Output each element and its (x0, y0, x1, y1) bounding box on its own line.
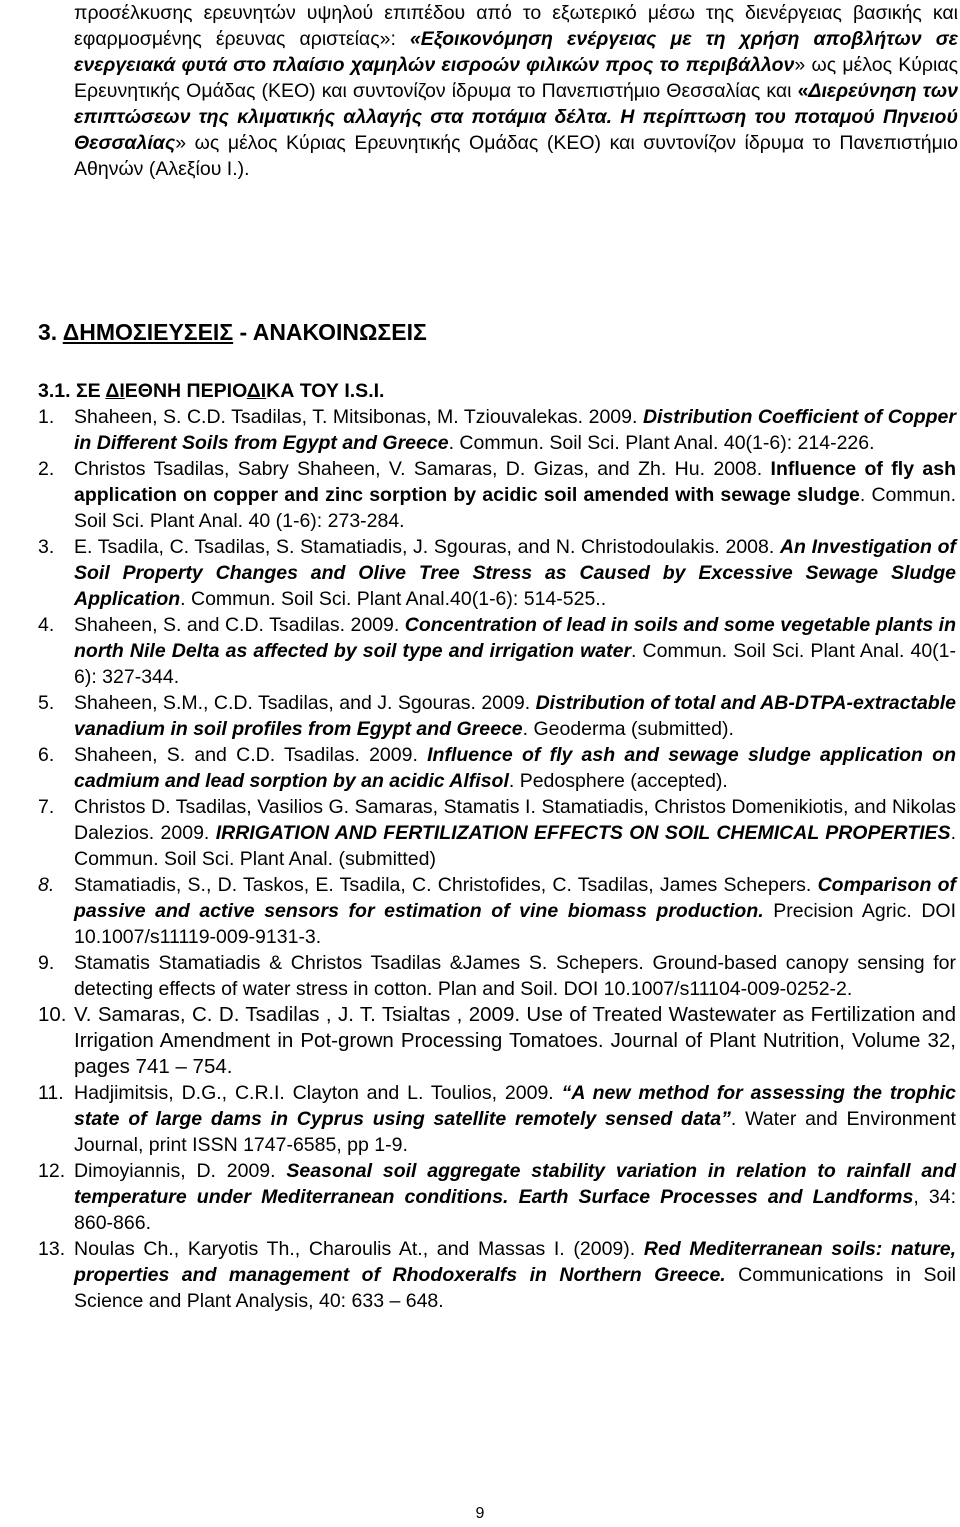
intro-line-1: προσέλκυσης ερευνητών υψηλού επιπέδου από το εξωτερικό μέσω της διενέργειας βασικής και εφαρμοσμένης έρευνας αριστείας»: (74, 2, 958, 50)
reference-number: 13. (38, 1238, 66, 1260)
reference-title: Distribution of total and AB-DTPA-extractable vanadium in soil profiles from Egypt and Greece (74, 692, 956, 740)
reference-source: . Water and Environment Journal, print ISSN 1747-6585, pp 1-9. (74, 1108, 956, 1156)
section-number: 3. (38, 319, 63, 345)
quote-open: « (797, 80, 809, 102)
reference-authors: Christos D. Tsadilas, Vasilios G. Samaras, Stamatis I. Stamatiadis, Christos Domenikiotis, and Nikolas Dalezios. 2009. (74, 796, 956, 844)
subsection-underlined-2: ΔΙ (246, 380, 267, 402)
reference-authors: Shaheen, S. C.D. Tsadilas, T. Mitsibonas, M. Tziouvalekas. 2009. (74, 406, 643, 428)
reference-item (0, 1080, 958, 1158)
reference-number: 1. (38, 406, 55, 428)
reference-number: 9. (38, 952, 55, 974)
reference-authors: E. Tsadila, C. Tsadilas, S. Stamatiadis, J. Sgouras, and N. Christodoulakis. 2008. (74, 536, 780, 558)
reference-number: 8. (38, 874, 55, 896)
reference-item (0, 742, 958, 794)
reference-source: . Commun. Soil Sci. Plant Anal. 40(1-6): 214-226. (448, 432, 875, 454)
project-title-2: Διερεύνηση των επιπτώσεων της κλιματικής αλλαγής στα ποτάμια δέλτα. Η περίπτωση του ποταμού Πηνειού Θεσσαλίας (74, 80, 958, 154)
page-number: 9 (475, 1505, 485, 1522)
subsection-pre: 3.1. ΣΕ (38, 380, 106, 402)
subsection-mid: ΕΘΝΗ ΠΕΡΙΟ (124, 380, 247, 402)
reference-list (0, 404, 958, 1314)
reference-item (0, 690, 958, 742)
reference-title: Influence of fly ash and sewage sludge application on cadmium and lead sorption by an acidic Alfisol (74, 744, 957, 792)
reference-source: . Commun. Soil Sci. Plant Anal.40(1-6): 514-525.. (180, 588, 607, 610)
reference-number: 7. (38, 796, 55, 818)
reference-number: 6. (38, 744, 55, 766)
reference-title: Comparison of passive and active sensors for estimation of vine biomass production. (74, 874, 957, 922)
reference-number: 10. (38, 1003, 67, 1026)
reference-authors: Noulas Ch., Karyotis Th., Charoulis At., and Massas I. (2009). (74, 1238, 644, 1260)
reference-item (0, 794, 958, 872)
reference-item (0, 1236, 958, 1314)
reference-item (0, 456, 958, 534)
reference-title: Influence of fly ash application on copper and zinc sorption by acidic soil amended with sewage sludge (74, 458, 957, 506)
reference-number: 4. (38, 614, 55, 636)
reference-authors: Hadjimitsis, D.G., C.R.I. Clayton and L. Toulios, 2009. (74, 1082, 562, 1104)
reference-number: 5. (38, 692, 55, 714)
reference-item (0, 534, 958, 612)
reference-authors: Christos Tsadilas, Sabry Shaheen, V. Samaras, D. Gizas, and Zh. Hu. 2008. (74, 458, 771, 480)
reference-item (0, 612, 958, 690)
reference-authors: Shaheen, S. and C.D. Tsadilas. 2009. (74, 744, 428, 766)
reference-title: Concentration of lead in soils and some vegetable plants in north Nile Delta as affected by soil type and irrigation water (74, 614, 957, 662)
reference-source: . Commun. Soil Sci. Plant Anal. (submitted) (74, 822, 956, 870)
reference-title: Distribution Coefficient of Copper in Different Soils from Egypt and Greece (74, 406, 956, 454)
reference-item (0, 1158, 958, 1236)
reference-authors: Dimoyiannis, D. 2009. (74, 1160, 287, 1182)
subsection-heading (38, 378, 384, 404)
reference-source: , 34: 860-866. (74, 1186, 956, 1234)
subsection-underlined-1: ΔΙ (105, 380, 125, 402)
reference-source: Communications in Soil Science and Plant Analysis, 40: 633 – 648. (74, 1264, 956, 1312)
reference-source: . Pedosphere (accepted). (508, 770, 728, 792)
reference-source: . Commun. Soil Sci. Plant Anal. 40(1-6): 327-344. (74, 640, 956, 688)
reference-authors: Shaheen, S. and C.D. Tsadilas. 2009. (74, 614, 405, 636)
reference-number: 11. (38, 1082, 64, 1104)
reference-source: . Geoderma (submitted). (522, 718, 734, 740)
section-heading (38, 317, 427, 347)
reference-text: V. Samaras, C. D. Tsadilas , J. T. Tsialtas , 2009. Use of Treated Wastewater as Fertilization and Irrigation Amendment in Pot-grown Processing Tomatoes. Journal of Plant Nutrition, Volume 32, pages 741 – 754. (74, 1003, 956, 1078)
reference-item (0, 1002, 958, 1080)
reference-number: 2. (38, 458, 55, 480)
reference-title: Seasonal soil aggregate stability variation in relation to rainfall and temperature under Mediterranean conditions. Earth Surface Processes and Landforms (74, 1160, 957, 1208)
subsection-post: ΚΑ ΤΟΥ I.S.I. (266, 380, 385, 402)
reference-item (0, 404, 958, 456)
reference-source: Precision Agric. DOI 10.1007/s11119-009-9131-3. (74, 900, 956, 948)
intro-line-3: » ως μέλος Κύριας Ερευνητικής Ομάδας (ΚΕΟ) και συντονίζον ίδρυμα το Πανεπιστήμιο Αθηνών (Αλεξίου Ι.). (74, 132, 958, 180)
reference-title: An Investigation of Soil Property Changes and Olive Tree Stress as Caused by Excessive Sewage Sludge Application (74, 536, 957, 610)
reference-authors: Shaheen, S.M., C.D. Tsadilas, and J. Sgouras. 2009. (74, 692, 536, 714)
reference-source: . Commun. Soil Sci. Plant Anal. 40 (1-6): 273-284. (74, 484, 956, 532)
intro-line-2: » ως μέλος Κύριας Ερευνητικής Ομάδας (ΚΕΟ) και συντονίζον ίδρυμα το Πανεπιστήμιο Θεσσαλίας και (74, 54, 958, 102)
reference-number: 3. (38, 536, 55, 558)
reference-authors: Stamatiadis, S., D. Taskos, E. Tsadila, C. Christofides, C. Tsadilas, James Schepers. (74, 874, 818, 896)
reference-item (0, 872, 958, 950)
reference-title: “A new method for assessing the trophic state of large dams in Cyprus using satellite remotely sensed data” (74, 1082, 956, 1130)
project-title-1: «Εξοικονόμηση ενέργειας με τη χρήση αποβλήτων σε ενεργειακά φυτά στο πλαίσιο χαμηλών εισροών φιλικών προς το περιβάλλον (74, 28, 958, 76)
intro-paragraph (74, 0, 958, 182)
reference-item (0, 950, 958, 1002)
reference-number: 12. (38, 1160, 66, 1182)
section-title-rest: - ΑΝΑΚΟΙΝΩΣΕΙΣ (233, 319, 427, 345)
reference-text: Stamatis Stamatiadis & Christos Tsadilas &James S. Schepers. Ground-based canopy sensing for detecting effects of water stress in cotton. Plan and Soil. DOI 10.1007/s11104-009-0252-2. (74, 952, 956, 1000)
reference-title: IRRIGATION AND FERTILIZATION EFFECTS ON SOIL CHEMICAL PROPERTIES (215, 822, 951, 844)
reference-title: Red Mediterranean soils: nature, properties and management of Rhodoxeralfs in Northern Greece. (74, 1238, 956, 1286)
section-title-underlined: ΔΗΜΟΣΙΕΥΣΕΙΣ (62, 319, 234, 345)
